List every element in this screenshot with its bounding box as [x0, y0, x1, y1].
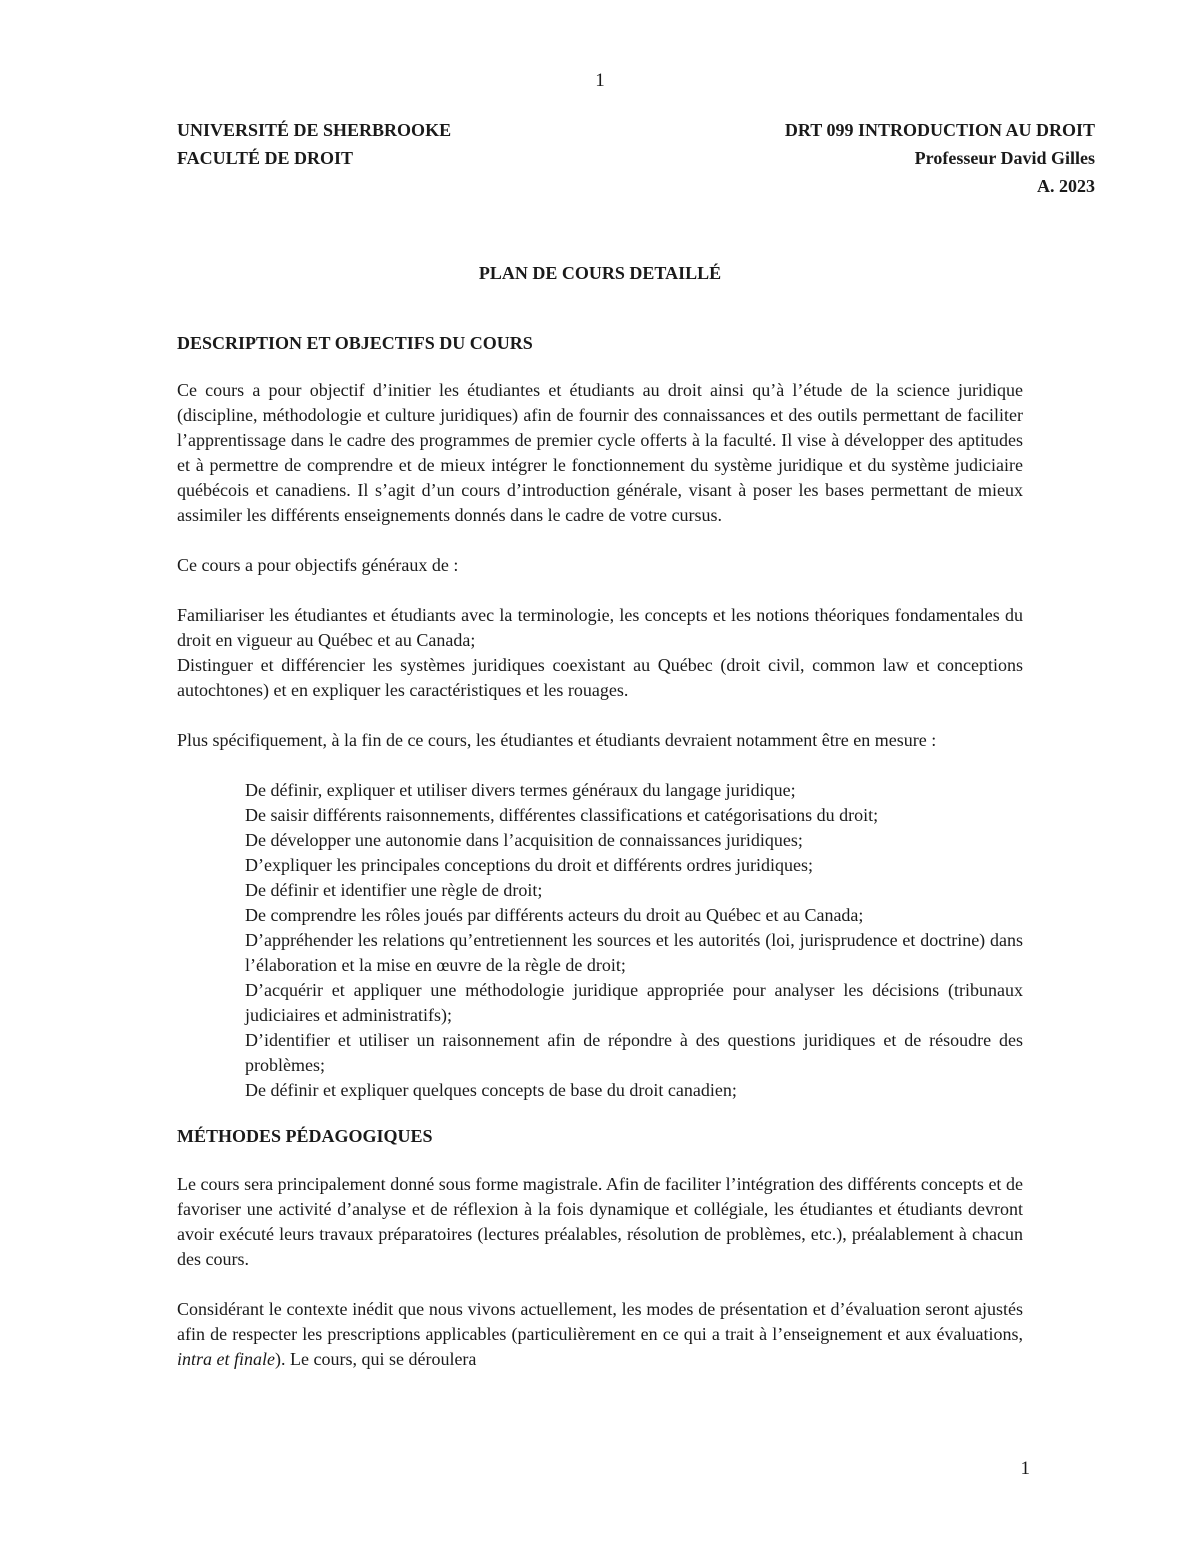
page-number-bottom: 1: [1020, 1458, 1030, 1479]
specific-objectives-list: [245, 778, 1023, 1103]
page-number-top: 1: [595, 70, 605, 91]
list-item: D’acquérir et appliquer une méthodologie juridique appropriée pour analyser les décisions (tribunaux judiciaires et administratifs);: [245, 980, 1023, 1025]
section-heading-description: DESCRIPTION ET OBJECTIFS DU COURS: [177, 333, 533, 353]
list-item: De saisir différents raisonnements, différentes classifications et catégorisations du droit;: [245, 805, 879, 825]
description-paragraph: Ce cours a pour objectif d’initier les étudiantes et étudiants au droit ainsi qu’à l’étude de la science juridique (discipline, méthodologie et culture juridiques) afin de fournir des connaissances et des outils permettant de faciliter l’apprentissage dans le cadre des programmes de premier cycle offerts à la faculté. Il vise à développer des aptitudes et à permettre de comprendre et de mieux intégrer le fonctionnement du système juridique et du système judiciaire québécois et canadiens. Il s’agit d’un cours d’introduction générale, visant à poser les bases permettant de mieux assimiler les différents enseignements donnés dans le cadre de votre cursus.: [177, 380, 1023, 525]
header-right: [785, 116, 1095, 200]
general-objective-1: Familiariser les étudiantes et étudiants avec la terminologie, les concepts et les notions théoriques fondamentales du droit en vigueur au Québec et au Canada;: [177, 605, 1023, 650]
faculty-name: FACULTÉ DE DROIT: [177, 148, 354, 168]
methods-paragraph-2-italic: intra et finale: [177, 1349, 275, 1369]
document-body: [177, 116, 1095, 1372]
header-left: [177, 116, 451, 200]
list-item: De définir et identifier une règle de droit;: [245, 880, 543, 900]
list-item: D’expliquer les principales conceptions du droit et différents ordres juridiques;: [245, 855, 814, 875]
university-name: UNIVERSITÉ DE SHERBROOKE: [177, 120, 452, 140]
methods-paragraph-2: [177, 1297, 1023, 1372]
section-heading-methods: MÉTHODES PÉDAGOGIQUES: [177, 1126, 433, 1146]
methods-paragraph-2-start: Considérant le contexte inédit que nous vivons actuellement, les modes de présentation et d’évaluation seront ajustés afin de respecter les prescriptions applicables (particulièrement en ce qui a trait à l’enseignement et aux évaluations,: [177, 1299, 1023, 1344]
specific-objectives-intro: Plus spécifiquement, à la fin de ce cours, les étudiantes et étudiants devraient notamment être en mesure :: [177, 730, 937, 750]
methods-paragraph-2-end: ). Le cours, qui se déroulera: [275, 1349, 477, 1369]
list-item: De développer une autonomie dans l’acquisition de connaissances juridiques;: [245, 830, 803, 850]
list-item: De comprendre les rôles joués par différents acteurs du droit au Québec et au Canada;: [245, 905, 864, 925]
general-objective-2: Distinguer et différencier les systèmes juridiques coexistant au Québec (droit civil, common law et conceptions autochtones) et en expliquer les caractéristiques et les rouages.: [177, 655, 1023, 700]
course-title: DRT 099 INTRODUCTION AU DROIT: [784, 120, 1095, 140]
list-item: D’identifier et utiliser un raisonnement afin de répondre à des questions juridiques et de résoudre des problèmes;: [245, 1030, 1023, 1075]
list-item: De définir, expliquer et utiliser divers termes généraux du langage juridique;: [245, 780, 796, 800]
list-item: D’appréhender les relations qu’entretiennent les sources et les autorités (loi, jurisprudence et doctrine) dans l’élaboration et la mise en œuvre de la règle de droit;: [245, 930, 1023, 975]
document-header: [177, 116, 1095, 200]
general-objectives-intro: Ce cours a pour objectifs généraux de :: [177, 555, 459, 575]
course-year: A. 2023: [1037, 176, 1095, 196]
professor-name: Professeur David Gilles: [914, 148, 1095, 168]
document-title: PLAN DE COURS DETAILLÉ: [478, 263, 722, 283]
list-item: De définir et expliquer quelques concepts de base du droit canadien;: [245, 1080, 737, 1100]
methods-paragraph-1: Le cours sera principalement donné sous forme magistrale. Afin de faciliter l’intégration des différents concepts et de favoriser une activité d’analyse et de réflexion à la fois dynamique et collégiale, les étudiantes et étudiants devront avoir exécuté leurs travaux préparatoires (lectures préalables, résolution de problèmes, etc.), préalablement à chacun des cours.: [177, 1174, 1023, 1269]
